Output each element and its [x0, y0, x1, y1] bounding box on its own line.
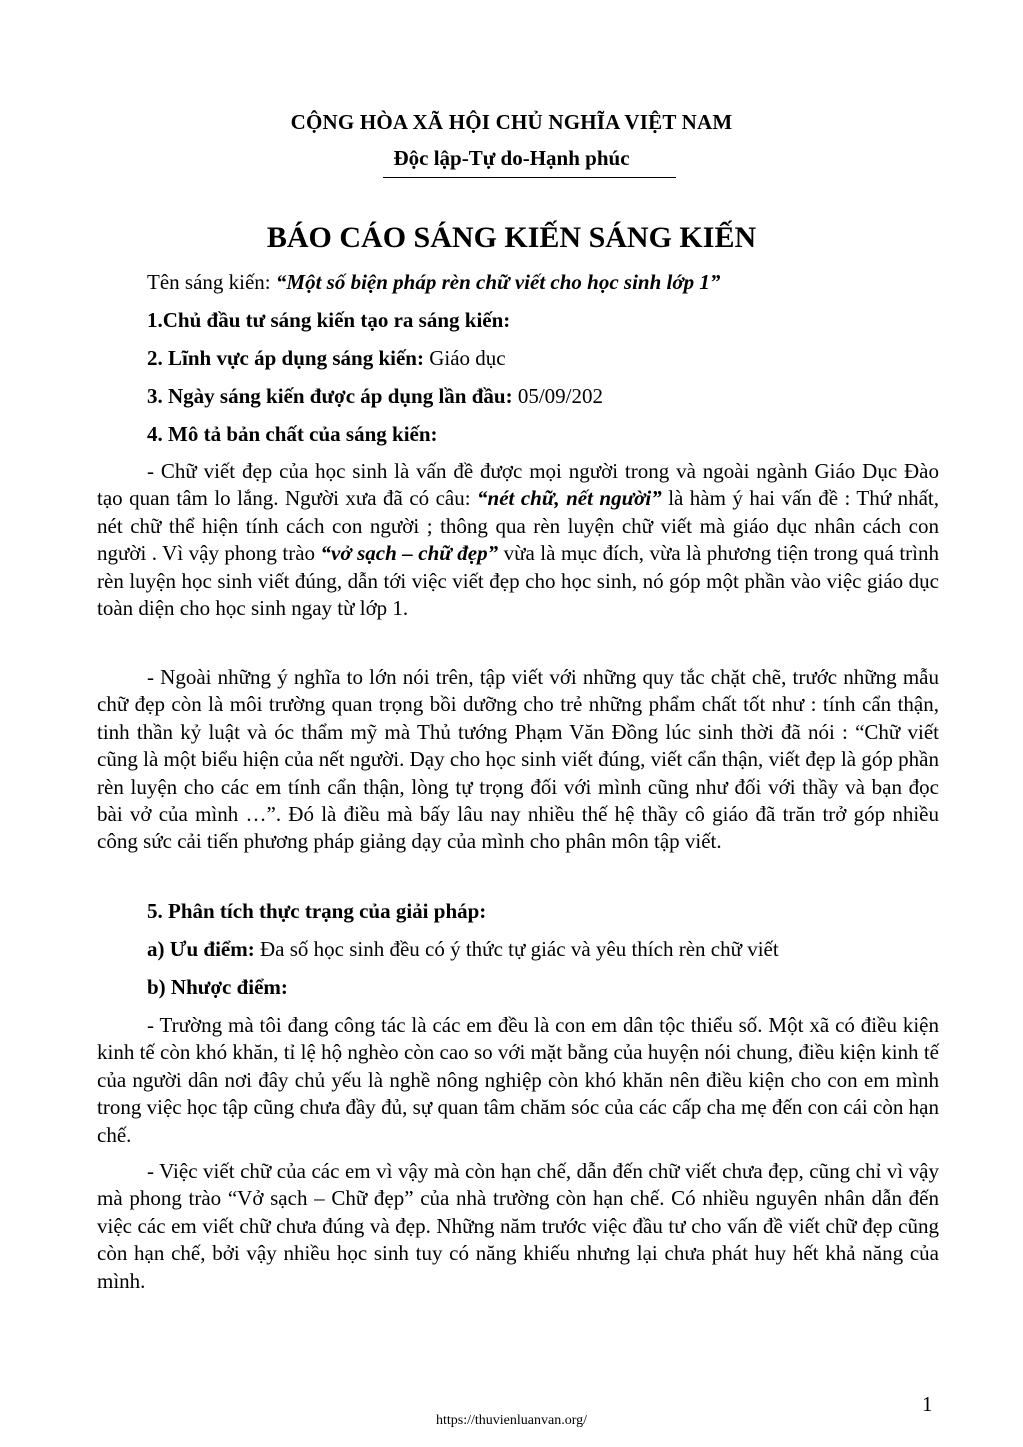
initiative-name: “Một số biện pháp rèn chữ viết cho học sinh lớp 1” — [275, 270, 721, 294]
initiative-name-line — [97, 269, 720, 296]
section-2-value: Giáo dục — [423, 346, 506, 370]
section-4-heading: 4. Mô tả bản chất của sáng kiến: — [147, 422, 438, 446]
report-title: BÁO CÁO SÁNG KIẾN SÁNG KIẾN — [266, 221, 757, 254]
national-header: CỘNG HÒA XÃ HỘI CHỦ NGHĨA VIỆT NAM — [290, 110, 733, 134]
section-5b-heading: b) Nhược điểm: — [147, 975, 288, 999]
section-5a-value: Đa số học sinh đều có ý thức tự giác và yêu thích rèn chữ viết — [254, 937, 779, 961]
paragraph-4: - Việc viết chữ của các em vì vậy mà còn hạn chế, dẫn đến chữ viết chưa đẹp, cũng chỉ vì vậy mà phong trào “Vở sạch – Chữ đẹp” của nhà trường còn hạn chế. Có nhiều nguyên nhân dẫn đến việc các em viết chữ chưa đúng và đẹp. Những năm trước việc đầu tư cho vấn đề viết chữ đẹp cũng còn hạn chế, bởi vậy nhiều học sinh tuy có năng khiếu nhưng lại chưa phát huy hết khả năng của mình. — [97, 1159, 939, 1293]
paragraph-1-text-a: - Chữ viết đẹp của học sinh là vấn đề được mọi người trong và ngoài ngành Giáo Dục Đào tạo quan tâm lo lắng. Người xưa đã có câu: — [97, 459, 939, 511]
section-5a-heading: a) Ưu điểm: — [147, 937, 255, 961]
section-5-heading: 5. Phân tích thực trạng của giải pháp: — [147, 899, 487, 923]
page-number: 1 — [922, 1392, 933, 1416]
paragraph-1-emphasis-1: “nét chữ, nết người” — [477, 486, 662, 511]
section-5a-line — [97, 936, 779, 963]
paragraph-1 — [97, 458, 939, 622]
national-motto: Độc lập-Tự do-Hạnh phúc — [393, 146, 630, 170]
section-3-heading: 3. Ngày sáng kiến được áp dụng lần đầu: — [147, 384, 513, 408]
section-1-heading: 1.Chủ đầu tư sáng kiến tạo ra sáng kiến: — [147, 308, 511, 332]
footer-url: https://thuvienluanvan.org/ — [435, 1413, 587, 1428]
paragraph-1-text-c: vừa là mục đích, vừa là phương tiện trong quá trình rèn luyện học sinh viết đúng, dẫn tới việc viết đẹp cho học sinh, nó góp một phần vào việc giáo dục toàn diện cho học sinh ngay từ lớp 1. — [97, 541, 939, 621]
paragraph-1-emphasis-2: “vở sạch – chữ đẹp” — [320, 541, 499, 566]
initiative-name-label: Tên sáng kiến: — [147, 270, 276, 294]
section-2-line — [97, 345, 506, 372]
motto-underline — [383, 177, 676, 178]
paragraph-3: - Trường mà tôi đang công tác là các em đều là con em dân tộc thiểu số. Một xã có điều kiện kinh tế còn khó khăn, tỉ lệ hộ nghèo còn cao so với mặt bằng của huyện nói chung, điều kiện kinh tế của người dân nơi đây chủ yếu là nghề nông nghiệp còn khó khăn nên điều kiện cho con em mình trong việc học tập cũng chưa đầy đủ, sự quan tâm chăm sóc của các cấp cha mẹ đến con cái còn hạn chế. — [97, 1013, 939, 1147]
paragraph-2: - Ngoài những ý nghĩa to lớn nói trên, tập viết với những quy tắc chặt chẽ, trước những mẫu chữ đẹp còn là môi trường quan trọng bồi dưỡng cho trẻ những phẩm chất tốt như : tính cẩn thận, tinh thần kỷ luật và óc thẩm mỹ mà Thủ tướng Phạm Văn Đồng lúc sinh thời đã nói : “Chữ viết cũng là một biểu hiện của nết người. Dạy cho học sinh viết đúng, viết cẩn thận, viết đẹp là góp phần rèn luyện cho các em tính cẩn thận, lòng tự trọng đối với mình cũng như đối với thầy và bạn đọc bài vở của mình …”. Đó là điều mà bấy lâu nay nhiều thế hệ thầy cô giáo đã trăn trở góp nhiều công sức cải tiến phương pháp giảng dạy của mình cho phân môn tập viết. — [97, 665, 939, 854]
section-2-heading: 2. Lĩnh vực áp dụng sáng kiến: — [147, 346, 424, 370]
section-3-line — [97, 383, 603, 410]
paragraph-1-text-b: là hàm ý hai vấn đề : Thứ nhất, nét chữ thể hiện tính cách con người ; thông qua rèn luyện chữ viết mà giáo dục nhân cách con người . Vì vậy phong trào — [97, 486, 939, 566]
section-3-value: 05/09/202 — [512, 384, 604, 408]
